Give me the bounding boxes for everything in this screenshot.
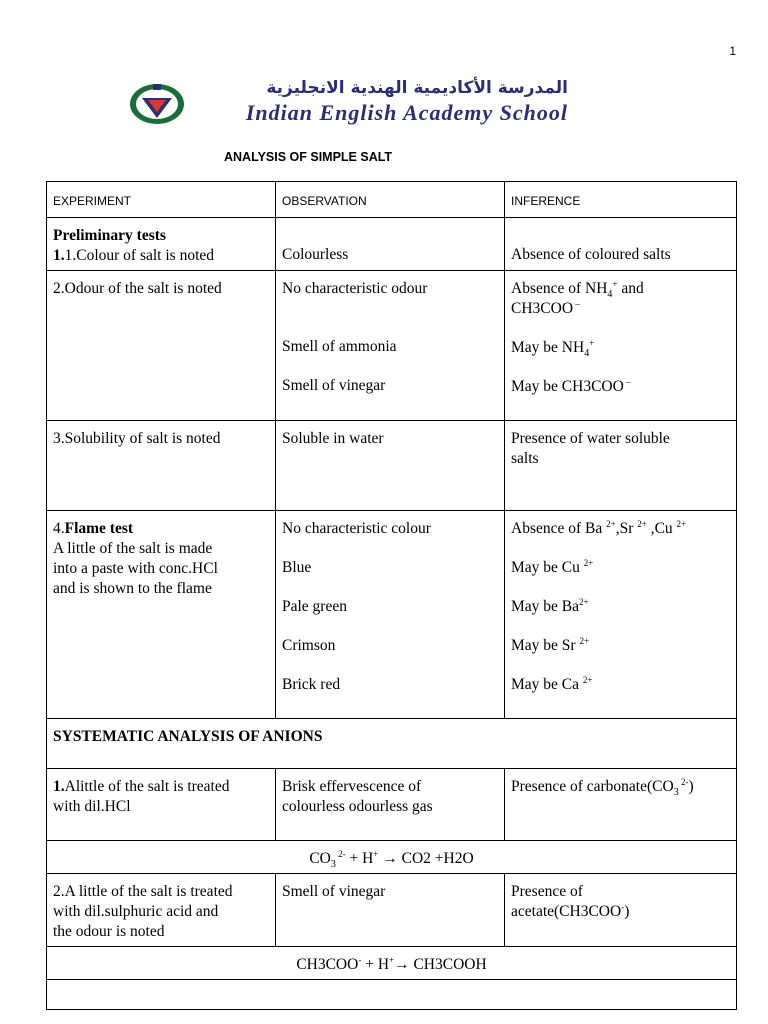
superscript: 2+ [579, 596, 589, 607]
inference-text: acetate(CH3COO [511, 903, 622, 920]
superscript: 2+ [637, 518, 647, 529]
inference-text: CH3COO [511, 300, 574, 317]
inference-text: and [617, 280, 644, 297]
inference-text: May be Ba [511, 598, 580, 615]
experiment-cell [47, 421, 276, 511]
experiment-text: A little of the salt is made [53, 540, 213, 557]
superscript: 2- [335, 848, 346, 859]
step-number: 1. [53, 247, 65, 264]
table-row [47, 874, 737, 947]
equation-text: CH3COO [296, 956, 359, 973]
observation-cell [276, 769, 505, 841]
inference-text: May be Sr [511, 637, 580, 654]
inference-cell [505, 218, 737, 271]
subscript: 3 [330, 859, 336, 871]
salt-analysis-table [46, 181, 737, 1010]
school-logo [128, 78, 568, 128]
experiment-text: into a paste with conc.HCl [53, 560, 218, 577]
observation-cell [276, 511, 505, 719]
observation-text: Smell of ammonia [282, 338, 397, 355]
table-row [47, 218, 737, 271]
observation-text: Brick red [282, 676, 341, 693]
equation-acetate [47, 947, 737, 980]
superscript: + [389, 954, 395, 965]
document-title: ANALYSIS OF SIMPLE SALT [224, 150, 393, 164]
school-name-arabic: المدرسة الأكاديمية الهندية الانجليزية [266, 78, 568, 98]
experiment-text: with dil.sulphuric acid and [53, 903, 219, 920]
equation-text: + H [345, 850, 374, 867]
experiment-text: with dil.HCl [53, 798, 131, 815]
equation-text: CO [309, 850, 331, 867]
equation-carbonate [47, 841, 737, 874]
observation-text: colourless odourless gas [282, 798, 433, 815]
observation-text: Soluble in water [282, 430, 384, 447]
step-number: 1. [53, 778, 65, 795]
header-observation: OBSERVATION [276, 182, 505, 218]
observation-text: Blue [282, 559, 312, 576]
experiment-text: and is shown to the flame [53, 580, 212, 597]
experiment-text: the odour is noted [53, 923, 165, 940]
inference-text: ) [624, 903, 630, 920]
superscript: 2- [678, 776, 689, 787]
equation-text: → CH3COOH [394, 956, 487, 973]
inference-cell [505, 511, 737, 719]
superscript: 2+ [606, 518, 616, 529]
superscript: – [623, 376, 631, 387]
table-row [47, 421, 737, 511]
superscript: 2+ [582, 674, 593, 685]
observation-text: Smell of vinegar [282, 377, 386, 394]
step-number: 4. [53, 520, 65, 537]
inference-text: May be Ca [511, 676, 583, 693]
equation-row [47, 841, 737, 874]
superscript: 2+ [583, 557, 594, 568]
superscript: + [589, 337, 595, 348]
experiment-cell [47, 874, 276, 947]
inference-text: Presence of carbonate(CO [511, 778, 674, 795]
observation-cell [276, 271, 505, 421]
inference-cell [505, 271, 737, 421]
inference-text: Absence of Ba [511, 520, 607, 537]
observation-cell [276, 874, 505, 947]
experiment-cell [47, 271, 276, 421]
inference-text: ,Cu [646, 520, 677, 537]
equation-text: → CO2 +H2O [378, 850, 474, 867]
observation-text: Pale green [282, 598, 347, 615]
subscript: 4 [607, 289, 613, 301]
header-inference: INFERENCE [505, 182, 737, 218]
observation-text: No characteristic odour [282, 280, 428, 297]
subscript: 4 [584, 348, 590, 360]
experiment-cell [47, 511, 276, 719]
observation-text: Colourless [282, 246, 349, 263]
experiment-text: 2.Odour of the salt is noted [53, 280, 222, 297]
superscript: - [358, 954, 362, 965]
table-header-row [47, 182, 737, 218]
inference-cell [505, 769, 737, 841]
page-number: 1 [729, 44, 736, 58]
equation-row [47, 947, 737, 980]
section-row [47, 719, 737, 769]
inference-text: Absence of NH [511, 280, 608, 297]
inference-text: Presence of water soluble [511, 430, 670, 447]
experiment-cell [47, 769, 276, 841]
observation-text: Brisk effervescence of [282, 778, 422, 795]
school-crest-icon [128, 80, 186, 126]
superscript: 2+ [676, 518, 687, 529]
superscript: - [621, 901, 625, 912]
inference-text: May be Cu [511, 559, 584, 576]
superscript: 2+ [579, 635, 590, 646]
flame-test-heading: Flame test [64, 520, 134, 537]
experiment-text: 3.Solubility of salt is noted [53, 430, 221, 447]
empty-row [47, 980, 737, 1010]
table-row [47, 511, 737, 719]
inference-text: Absence of coloured salts [511, 246, 671, 263]
superscript: + [373, 848, 379, 859]
observation-text: Smell of vinegar [282, 883, 386, 900]
equation-text: + H [361, 956, 390, 973]
subscript: 3 [673, 787, 679, 799]
experiment-text: 2.A little of the salt is treated [53, 883, 233, 900]
observation-cell [276, 218, 505, 271]
section-heading-anions: SYSTEMATIC ANALYSIS OF ANIONS [47, 719, 737, 769]
table-row [47, 769, 737, 841]
experiment-cell [47, 218, 276, 271]
inference-text: ) [688, 778, 694, 795]
table-row [47, 271, 737, 421]
inference-text: ,Sr [615, 520, 638, 537]
preliminary-heading: Preliminary tests [53, 227, 166, 244]
experiment-text: Alittle of the salt is treated [64, 778, 230, 795]
inference-text: May be CH3COO [511, 378, 624, 395]
inference-cell [505, 874, 737, 947]
inference-text: salts [511, 450, 539, 467]
observation-text: No characteristic colour [282, 520, 431, 537]
header-experiment: EXPERIMENT [47, 182, 276, 218]
observation-cell [276, 421, 505, 511]
inference-text: May be NH [511, 339, 585, 356]
superscript: + [612, 278, 618, 289]
school-name-english: Indian English Academy School [245, 100, 568, 125]
inference-text: Presence of [511, 883, 583, 900]
observation-text: Crimson [282, 637, 336, 654]
superscript: – [573, 298, 580, 309]
experiment-text: 1.Colour of salt is noted [64, 247, 215, 264]
empty-cell [47, 980, 737, 1010]
inference-cell [505, 421, 737, 511]
